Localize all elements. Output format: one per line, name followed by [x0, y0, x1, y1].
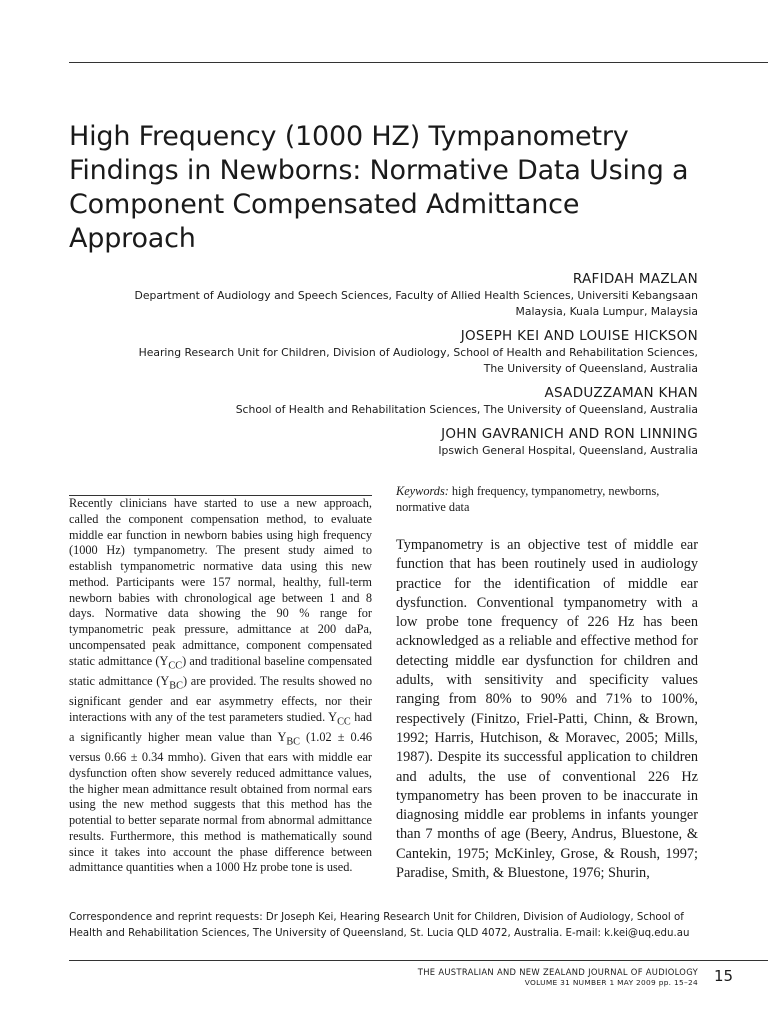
author-block [69, 425, 698, 459]
journal-name: THE AUSTRALIAN AND NEW ZEALAND JOURNAL OF AUDIOLOGY [417, 967, 698, 977]
author-affiliation: Hearing Research Unit for Children, Division of Audiology, School of Health and Rehabilitation Sciences, [138, 346, 698, 359]
abstract [69, 495, 372, 876]
footer-rule [69, 960, 768, 961]
abstract-text-part: had a significantly higher mean value than Y [69, 709, 372, 744]
page-number: 15 [714, 967, 734, 985]
keywords-label: Keywords: [396, 484, 449, 498]
author-affiliation: Malaysia, Kuala Lumpur, Malaysia [515, 305, 698, 318]
keywords-text: high frequency, tympanometry, newborns, normative data [396, 484, 660, 514]
top-rule [69, 62, 768, 63]
abstract-text [69, 496, 372, 876]
abstract-text-part: ) and traditional baseline compensated static admittance (Y [69, 653, 372, 688]
author-affiliation: The University of Queensland, Australia [483, 362, 698, 375]
author-block [69, 270, 698, 320]
author-affiliation: Ipswich General Hospital, Queensland, Australia [438, 444, 698, 457]
abstract-text-part: Recently clinicians have started to use a new approach, called the component compensation method, to evaluate middle ear function in newborn babies using high frequency (1000 Hz) tympanometry. The present study aimed to establish tympanometric normative data using this new method. Participants were 157 normal, healthy, full-term newborn babies with chronological age between 1 and 8 days. Normative data showing the 90 % range for tympanometric peak pressure, admittance at 200 daPa, uncompensated peak admittance, component compensated static admittance (Y [69, 496, 372, 668]
subscript: BC [286, 736, 301, 748]
author-name: JOHN GAVRANICH AND RON LINNING [441, 426, 698, 442]
correspondence-note: Correspondence and reprint requests: Dr Joseph Kei, Hearing Research Unit for Children, Division of Audiology, School of Health and Rehabilitation Sciences, The University of Queensland, St. Lucia QLD 4072, Australia. E-mail: k.kei@uq.edu.au [69, 912, 690, 939]
author-name: JOSEPH KEI AND LOUISE HICKSON [460, 328, 698, 344]
subscript: CC [337, 716, 351, 728]
author-name: RAFIDAH MAZLAN [572, 271, 698, 287]
author-affiliation: School of Health and Rehabilitation Sciences, The University of Queensland, Australia [235, 403, 698, 416]
introduction-text: Tympanometry is an objective test of middle ear function that has been routinely used in audiology practice for the identification of middle ear dysfunction. Conventional tympanometry with a low probe tone frequency of 226 Hz has been acknowledged as a reliable and effective method for detecting middle ear dysfunction for children and adults, with sensitivity and specificity values ranging from 80% to 90% and 71% to 100%, respectively (Finitzo, Friel-Patti, Chinn, & Brown, 1992; Harris, Hutchison, & Moravec, 2005; Mills, 1987). Despite its successful application to children and adults, the use of conventional 226 Hz tympanometry has been proven to be inaccurate in diagnosing middle ear problems in infants younger than 7 months of age (Beery, Andrus, Bluestone, & Cantekin, 1975; McKinley, Grose, & Roush, 1997; Paradise, Smith, & Bluestone, 1976; Shurin, [396, 537, 698, 882]
author-block [69, 327, 698, 377]
volume-info: VOLUME 31 NUMBER 1 MAY 2009 pp. 15–24 [524, 978, 698, 987]
journal-footer [418, 967, 698, 988]
subscript: BC [169, 680, 183, 692]
subscript: CC [168, 659, 183, 671]
author-affiliation: Department of Audiology and Speech Sciences, Faculty of Allied Health Sciences, Universiti Kebangsaan [134, 289, 698, 302]
abstract-text-part: (1.02 ± 0.46 versus 0.66 ± 0.34 mmho). Given that ears with middle ear dysfunction often show severely reduced admittance values, the higher mean admittance result obtained from normal ears using the new method suggests that this method has the potential to better separate normal from abnormal admittance results. Furthermore, this method is mathematically sound since it takes into account the phase difference between admittance quantities when a 1000 Hz probe tone is used. [69, 729, 372, 875]
keywords [396, 484, 698, 515]
author-name: ASADUZZAMAN KHAN [544, 385, 698, 401]
article-title: High Frequency (1000 HZ) Tympanometry Findings in Newborns: Normative Data Using a Component Compensated Admittance Approach [69, 121, 689, 254]
author-block [69, 384, 698, 418]
author-list [69, 270, 698, 466]
abstract-text-part: ) are provided. The results showed no significant gender and ear asymmetry effects, nor their interactions with any of the test parameters studied. Y [69, 673, 372, 724]
